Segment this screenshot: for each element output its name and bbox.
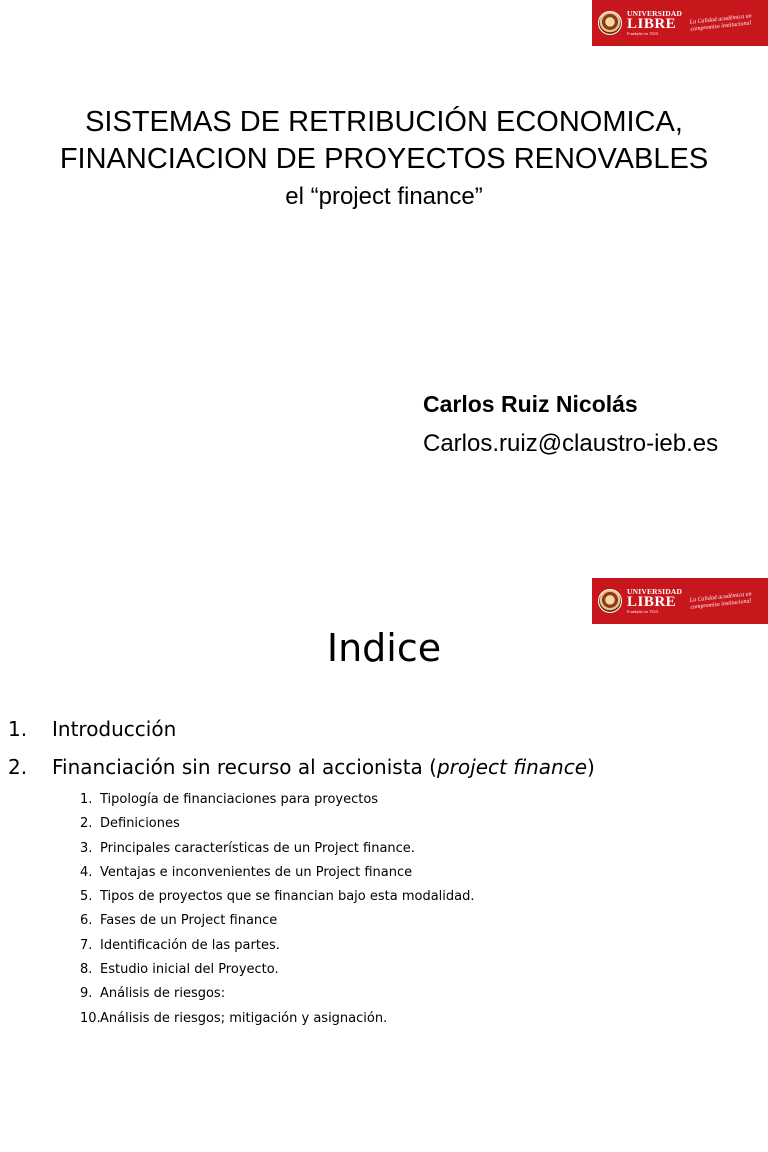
- logo-motto: La Calidad académica un compromiso institucional: [689, 13, 753, 33]
- logo-motto: La Calidad académica un compromiso institucional: [689, 591, 753, 611]
- list-item: 6. Fases de un Project finance: [80, 913, 278, 929]
- index-item-text-end: ): [587, 755, 595, 779]
- index-heading: Indice: [326, 626, 442, 670]
- index-slide: [0, 576, 768, 1152]
- list-item: 1. Tipología de financiaciones para proyectos: [80, 792, 379, 807]
- university-logo: [592, 0, 768, 46]
- university-logo: [592, 578, 768, 624]
- author-email: Carlos.ruiz@claustro-ieb.es: [423, 430, 719, 457]
- university-seal-icon: [598, 11, 622, 35]
- logo-line1: UNIVERSIDAD: [627, 8, 683, 18]
- index-item-number: 2.: [8, 755, 28, 779]
- list-item: 10.Análisis de riesgos; mitigación y asignación.: [80, 1010, 388, 1026]
- logo-line2: LIBRE: [627, 594, 677, 610]
- university-seal-icon: [598, 589, 622, 613]
- author-name: Carlos Ruiz Nicolás: [423, 391, 638, 417]
- index-subitems: [80, 788, 475, 1031]
- logo-line2: LIBRE: [627, 16, 677, 32]
- title-line-2: FINANCIACION DE PROYECTOS RENOVABLES: [59, 143, 709, 175]
- index-item-financiacion: [8, 755, 595, 779]
- index-item-text: Introducción: [52, 717, 177, 741]
- list-item: 5. Tipos de proyectos que se financian bajo esta modalidad.: [80, 889, 475, 905]
- list-item: 8. Estudio inicial del Proyecto.: [80, 962, 279, 978]
- title-subtitle: el “project finance”: [285, 183, 483, 210]
- list-item: 3. Principales características de un Project finance.: [80, 840, 415, 856]
- list-item: 2. Definiciones: [80, 816, 180, 832]
- list-item: 7. Identificación de las partes.: [80, 937, 280, 953]
- index-item-italic-text: project finance: [436, 755, 588, 779]
- list-item: 9. Análisis de riesgos:: [80, 986, 226, 1002]
- index-item-introduccion: [8, 717, 176, 741]
- logo-line1: UNIVERSIDAD: [627, 586, 683, 596]
- title-line-1: SISTEMAS DE RETRIBUCIÓN ECONOMICA,: [85, 106, 683, 138]
- list-item: 4. Ventajas e inconvenientes de un Project finance: [80, 864, 413, 880]
- index-item-number: 1.: [8, 717, 28, 741]
- index-item-text: Financiación sin recurso al accionista (: [52, 755, 437, 779]
- logo-line3: Fundada en 1923: [627, 609, 658, 614]
- logo-line3: Fundada en 1923: [627, 31, 658, 36]
